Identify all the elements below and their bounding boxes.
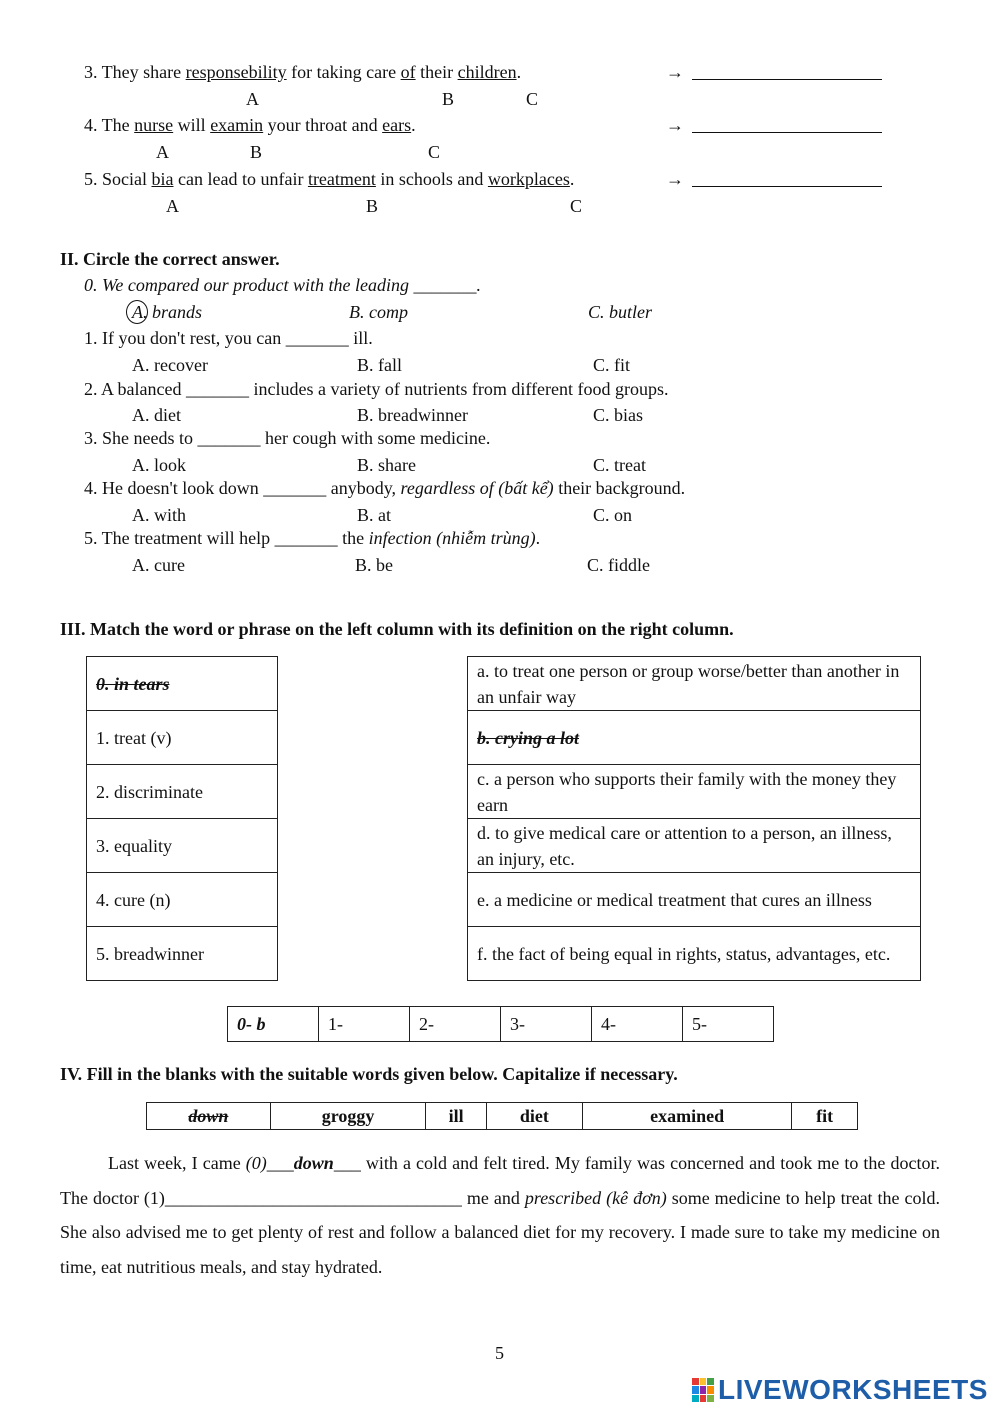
label-a: A (166, 196, 179, 216)
question-2: 2. A balanced _______ includes a variety of nutrients from different food groups. (84, 379, 669, 399)
option-a-word: nurse (134, 115, 174, 135)
left-item-2: 2. discriminate (87, 765, 278, 819)
answer-cell-5[interactable]: 5- (683, 1007, 774, 1042)
section2-heading: II. Circle the correct answer. (60, 249, 280, 269)
option-b[interactable]: B. share (357, 455, 416, 475)
option-b[interactable]: B. breadwinner (357, 405, 468, 425)
word-bank-item: ill (426, 1103, 487, 1130)
option-c-word: workplaces (487, 169, 570, 189)
label-a: A (156, 142, 169, 162)
option-c[interactable]: C. fit (593, 355, 631, 375)
option-b[interactable]: B. at (357, 505, 391, 525)
right-column-table (467, 656, 921, 981)
question-5: 5. The treatment will help _______ the infection (nhiễm trùng). (84, 528, 541, 548)
answer-cell-4[interactable]: 4- (592, 1007, 683, 1042)
label-c: C (526, 89, 539, 109)
question-1: 1. If you don't rest, you can _______ ill. (84, 328, 373, 348)
right-item-b: b. crying a lot (468, 711, 921, 765)
answer-cell-1[interactable]: 1- (319, 1007, 410, 1042)
arrow-icon: → (666, 169, 684, 189)
left-item-1: 1. treat (v) (87, 711, 278, 765)
option-b-word: treatment (307, 169, 376, 189)
section4-heading: IV. Fill in the blanks with the suitable words given below. Capitalize if necessary. (60, 1064, 678, 1084)
left-column-table (86, 656, 278, 981)
option-c[interactable]: C. fiddle (587, 555, 650, 575)
answer-cell-3[interactable]: 3- (501, 1007, 592, 1042)
option-a[interactable]: A. cure (132, 555, 185, 575)
answer-cell-0: 0- b (228, 1007, 319, 1042)
option-b-word: examin (210, 115, 264, 135)
logo-text: LIVEWORKSHEETS (718, 1374, 988, 1405)
label-b: B (250, 142, 263, 162)
option-a[interactable]: A. look (132, 455, 186, 475)
left-item-0: 0. in tears (87, 657, 278, 711)
option-b-word: of (400, 62, 416, 82)
option-a[interactable]: A. recover (132, 355, 208, 375)
match-answer-table (227, 1006, 774, 1042)
word-bank-item: fit (792, 1103, 858, 1130)
label-b: B (366, 196, 379, 216)
answer-blank-3[interactable] (692, 63, 882, 80)
word-bank-item: diet (486, 1103, 582, 1130)
option-c[interactable]: C. butler (588, 302, 653, 322)
option-b[interactable]: B. fall (357, 355, 402, 375)
right-item-e: e. a medicine or medical treatment that cures an illness (468, 873, 921, 927)
option-a-word: bia (151, 169, 174, 189)
word-bank-item: groggy (270, 1103, 426, 1130)
answer-cell-2[interactable]: 2- (410, 1007, 501, 1042)
right-item-a: a. to treat one person or group worse/better than another in an unfair way (468, 657, 921, 711)
section3-heading: III. Match the word or phrase on the left column with its definition on the right column. (60, 619, 734, 639)
question-4: 4. He doesn't look down _______ anybody, regardless of (bất kể) their background. (84, 478, 686, 498)
answer-blank-4[interactable] (692, 116, 882, 133)
label-b: B (442, 89, 455, 109)
option-a[interactable]: A. brands (132, 302, 203, 322)
left-item-3: 3. equality (87, 819, 278, 873)
option-c-word: children (457, 62, 517, 82)
left-item-4: 4. cure (n) (87, 873, 278, 927)
answer-blank-5[interactable] (692, 170, 882, 187)
option-a[interactable]: A. diet (132, 405, 181, 425)
word-bank (146, 1102, 858, 1130)
example-question: 0. We compared our product with the leading _______. (84, 275, 481, 295)
option-b[interactable]: B. comp (349, 302, 408, 322)
option-c[interactable]: C. treat (593, 455, 646, 475)
logo-grid-icon (692, 1378, 714, 1402)
question-4-line: 4. The nurse will examin your throat and ears. (84, 115, 416, 135)
label-a: A (246, 89, 259, 109)
question-3-line: 3. They share responsebility for taking care of their children. (84, 62, 522, 82)
option-c[interactable]: C. bias (593, 405, 644, 425)
question-3: 3. She needs to _______ her cough with some medicine. (84, 428, 491, 448)
option-b[interactable]: B. be (355, 555, 393, 575)
question-5-line: 5. Social bia can lead to unfair treatment in schools and workplaces. (84, 169, 575, 189)
liveworksheets-logo (692, 1374, 988, 1406)
right-item-d: d. to give medical care or attention to a person, an illness, an injury, etc. (468, 819, 921, 873)
option-a-word: responsebility (185, 62, 287, 82)
label-c: C (570, 196, 583, 216)
example-answer: down (293, 1153, 334, 1173)
option-c-word: ears (382, 115, 412, 135)
label-c: C (428, 142, 441, 162)
fill-paragraph: Last week, I came (0)___down___ with a cold and felt tired. My family was concerned and took me to the doctor. The doctor (1)_________________________________ me and prescribed (kê đơn) some medicine to help treat the cold. She also advised me to get plenty of rest and follow a balanced diet for my recovery. I made sure to take my medicine on time, eat nutritious meals, and stay hydrated. (60, 1153, 941, 1277)
option-a[interactable]: A. with (132, 505, 186, 525)
option-c[interactable]: C. on (593, 505, 633, 525)
arrow-icon: → (666, 62, 684, 82)
word-bank-item: examined (582, 1103, 791, 1130)
right-item-f: f. the fact of being equal in rights, status, advantages, etc. (468, 927, 921, 981)
word-bank-item: down (147, 1103, 271, 1130)
left-item-5: 5. breadwinner (87, 927, 278, 981)
page-number: 5 (495, 1343, 504, 1363)
arrow-icon: → (666, 115, 684, 135)
right-item-c: c. a person who supports their family with the money they earn (468, 765, 921, 819)
